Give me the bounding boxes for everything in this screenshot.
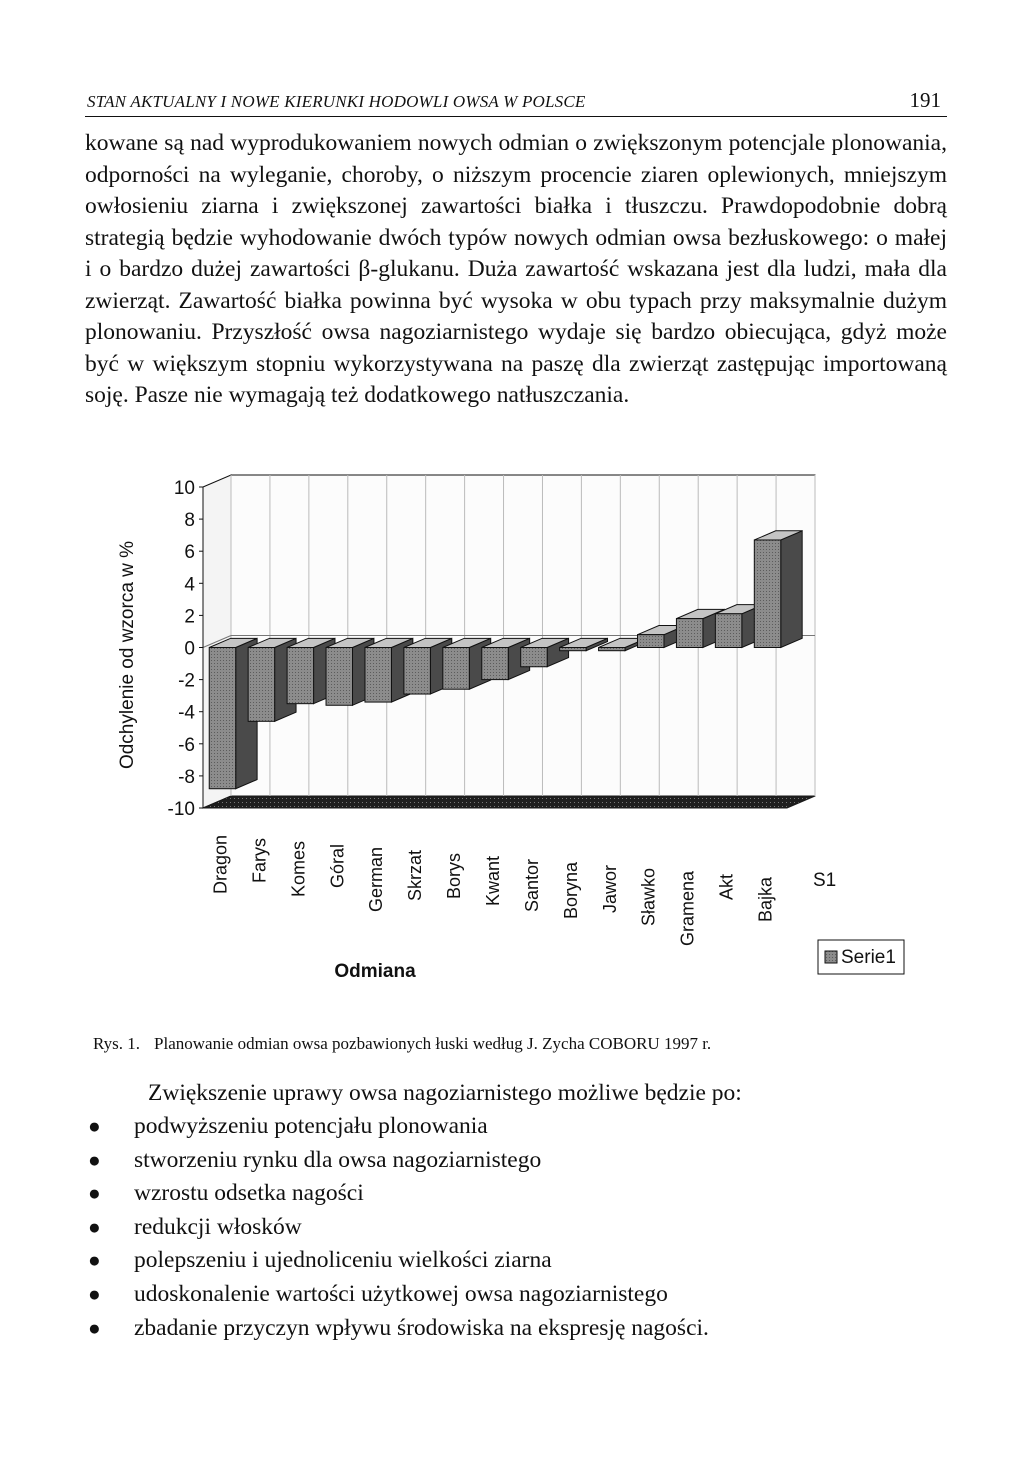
bar-front: [404, 648, 430, 695]
x-tick-label: Akt: [716, 874, 737, 901]
x-tick-label: Komes: [288, 841, 309, 898]
body-paragraph: kowane są nad wyprodukowaniem nowych odmian o zwiększonym potencjale plonowania, odporności na wyleganie, choroby, o niższym procencie ziaren oplewionych, mniejszym owłosieniu ziarna i zwiększonej zawartości białka i tłuszczu. Prawdopodobnie dobrą strategią będzie wyhodowanie dwóch typów nowych odmian owsa bezłuskowego: o małej i o bardzo dużej zawartości β-glukanu. Duża zawartość wskazana jest dla ludzi, mała dla zwierząt. Zawartość białka powinna być wysoka w obu typach przy maksymalnie dużym plonowaniu. Przyszłość owsa nagoziarnistego wydaje się bardzo obiecująca, gdyż może być w większym stopniu wykorzystywana na paszę dla zwierząt zastępując importowaną soję. Pasze nie wymagają też dodatkowego natłuszczania.: [85, 130, 947, 408]
bar-front: [715, 614, 741, 648]
list-item-text: udoskonalenie wartości użytkowej owsa nagoziarnistego: [134, 1280, 668, 1307]
bar-front: [521, 648, 547, 667]
x-tick-label: Dragon: [210, 835, 231, 895]
x-tick-label: Farys: [249, 838, 270, 883]
y-tick-label: -2: [178, 670, 195, 692]
chart-floor: [203, 796, 815, 808]
page-number: 191: [909, 88, 941, 112]
x-tick-label: Gramena: [677, 871, 698, 947]
bullet-icon: ●: [88, 1315, 101, 1340]
bar-front: [754, 540, 780, 648]
x-tick-label: Góral: [327, 844, 348, 889]
bar-front: [326, 648, 352, 706]
x-tick-label: Skrzat: [405, 850, 426, 902]
x-axis-title: Odmiana: [334, 961, 416, 982]
bullet-icon: ●: [88, 1214, 101, 1239]
bar-front: [443, 648, 469, 690]
bar-front: [676, 619, 702, 648]
list-item-text: zbadanie przyczyn wpływu środowiska na ekspresję nagości.: [134, 1314, 709, 1341]
bar-front: [482, 648, 508, 680]
y-tick-label: 6: [184, 542, 195, 564]
x-tick-label: Boryna: [560, 862, 581, 920]
list-item: [88, 1314, 709, 1348]
x-tick-label: Santor: [521, 859, 542, 913]
legend-label: Serie1: [841, 947, 896, 968]
x-tick-label: Bajka: [755, 877, 776, 923]
y-tick-label: 10: [173, 478, 195, 499]
bar-side: [781, 531, 802, 648]
list-item-text: polepszeniu i ujednoliceniu wielkości ziarna: [134, 1247, 552, 1274]
list-item: [88, 1280, 709, 1314]
bullet-icon: ●: [88, 1281, 101, 1306]
list-item-text: wzrostu odsetka nagości: [134, 1180, 364, 1207]
list-item-text: stworzeniu rynku dla owsa nagoziarnistego: [134, 1146, 542, 1173]
bar-front: [599, 648, 625, 651]
running-header: [85, 86, 947, 117]
bullet-icon: ●: [88, 1147, 101, 1172]
list-item: [88, 1246, 709, 1280]
y-tick-label: -10: [167, 799, 195, 820]
bar: [754, 531, 802, 648]
bar-front: [560, 648, 586, 651]
y-tick-label: 4: [184, 574, 195, 596]
x-tick-label: Kwant: [483, 856, 503, 907]
x-tick-label: German: [366, 847, 387, 913]
bar-front: [248, 648, 274, 722]
running-title: STAN AKTUALNY I NOWE KIERUNKI HODOWLI OWSA W POLSCE: [87, 92, 586, 111]
bullet-icon: ●: [88, 1181, 101, 1206]
y-axis-title: Odchylenie od wzorca w %: [117, 540, 138, 770]
y-tick-label: 0: [184, 638, 195, 660]
figure-label: Rys. 1.: [93, 1034, 141, 1053]
list-item-text: podwyższeniu potencjału plonowania: [134, 1113, 488, 1139]
list-item: [88, 1179, 709, 1213]
figure-caption: [93, 1034, 953, 1054]
legend-swatch: [825, 951, 837, 963]
bullet-icon: ●: [88, 1248, 101, 1273]
x-tick-label: Sławko: [638, 868, 659, 927]
list-lead: Zwiększenie uprawy owsa nagoziarnistego możliwe będzie po:: [148, 1080, 742, 1106]
bar-front: [365, 648, 391, 703]
list-item-text: redukcji włosków: [134, 1213, 302, 1240]
x-tick-label: Borys: [444, 853, 465, 900]
bar-front: [209, 648, 235, 789]
bar-front: [287, 648, 313, 704]
figure-caption-text: Planowanie odmian owsa pozbawionych łuski według J. Zycha COBORU 1997 r.: [154, 1034, 712, 1053]
list-item: [88, 1112, 709, 1146]
depth-axis-label: S1: [813, 870, 837, 891]
y-tick-label: 2: [184, 606, 195, 628]
y-tick-label: 8: [184, 510, 195, 532]
y-tick-label: -8: [178, 766, 195, 788]
list-item: [88, 1213, 709, 1247]
list-item: [88, 1146, 709, 1180]
bar-front: [637, 635, 663, 648]
bullet-icon: ●: [88, 1114, 101, 1138]
y-tick-label: -4: [178, 702, 195, 724]
bullet-list: [88, 1112, 709, 1347]
bar-chart: [85, 465, 950, 1005]
x-tick-label: Jawor: [599, 865, 620, 914]
y-tick-label: -6: [178, 734, 195, 756]
